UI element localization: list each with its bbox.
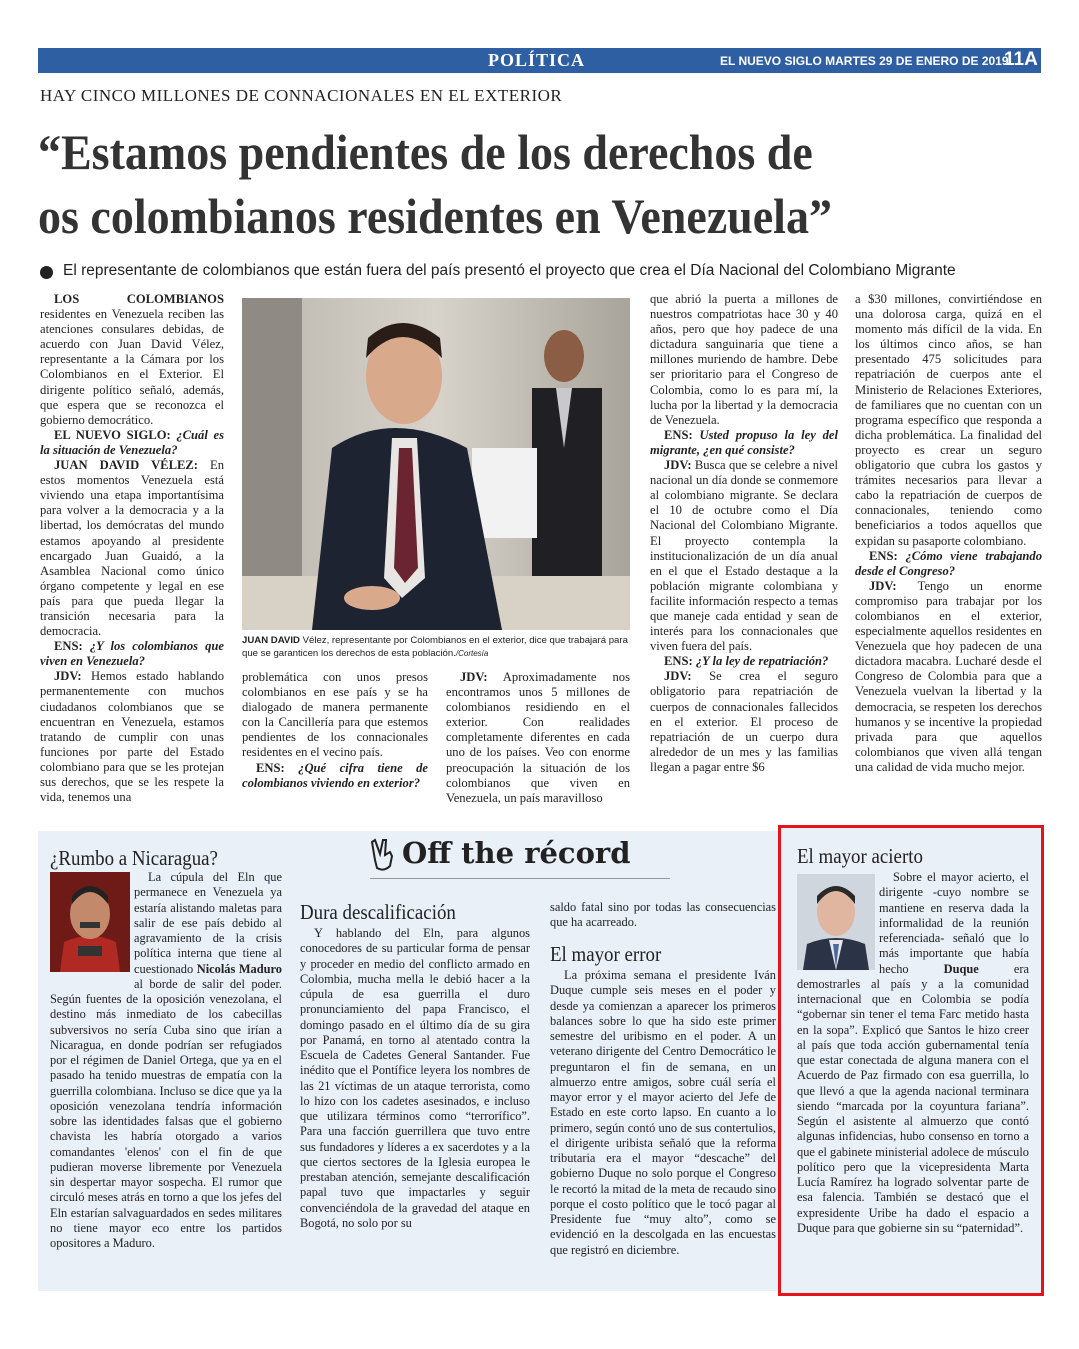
speaker-label: JDV: [460,670,488,684]
error-title: El mayor error [550,942,662,966]
article-headline [38,120,967,248]
descalificacion-text [300,926,530,1231]
publication-date: EL NUEVO SIGLO MARTES 29 DE ENERO DE 2019 [720,54,1009,68]
paragraph: La cúpula del Eln que permanece en Venezuela ya estaría alistando maletas para salir de ese país debido al agravamiento de la crisis política interna que tiene al cuestionado [134,870,282,976]
article-photo [242,298,630,630]
section-name: POLÍTICA [488,50,586,70]
lead-in: LOS COLOMBIANOS [54,292,224,306]
paragraph: La próxima semana el presidente Iván Duque cumple seis meses en el poder y desde ya comienzan a aparecer los primeros balances sobre lo que ha sido este primer semestre del uribismo en el poder. A un veterano dirigente del Centro Democrático le preguntaron el fin de semana, en un almuerzo entre amigos, sobre cuál sería el mayor error y el mayor acierto del Jefe de Estado en este corto lapso. En cuanto a lo primero, según contó uno de sus contertulios, el dirigente uribista señaló que la reforma tributaria era el mayor “descache” del gobierno Duque no solo porque el Congreso le recortó la mitad de la meta de recaudo sino porque el costo político que le tocó pagar al Presidente fue “muy alto”, como se evidenció en la descolgada en las encuestas que registró en diciembre. [550,968,776,1257]
speaker-label: ENS: [664,654,696,669]
speaker-label: ENS: [54,639,90,654]
page-number: 11A [1004,49,1038,70]
error-text [550,968,776,1258]
descalificacion-title: Dura descalificación [300,900,456,924]
error-continued-text [550,900,776,931]
victory-hand-icon [370,838,396,872]
person-name: Duque [943,961,979,976]
question: ¿Qué cifra tiene de colombianos viviendo en exterior? [242,760,428,790]
answer: problemática con unos presos colombianos en ese país y se ha dialogado de manera permanente con la Cancillería para que estemos pendientes de los connacionales residentes en el vecino país. [242,670,428,760]
article-column-1 [40,292,224,805]
nicaragua-title: ¿Rumbo a Nicaragua? [50,846,218,870]
paragraph: saldo fatal sino por todas las consecuencias que ha acarreado. [550,900,776,930]
article-dek: El representante de colombianos que están fuera del país presentó el proyecto que crea el Día Nacional del Colombiano Migrante [63,262,956,279]
answer: En estos momentos Venezuela está viviendo una etapa importantísima para volver a la democracia y a la libertad, los demócratas del mundo estamos apoyando al presidente encargado Juan Guaidó, a la Asamblea Nacional como único órgano competente y legal en ese país para que pueda llegar la transición necesaria para la democracia. [40,458,224,639]
photo-credit: /Cortesía [455,649,489,658]
speaker-label: JDV: [869,578,897,593]
article-column-5 [855,292,1042,775]
article-column-3 [446,670,630,806]
headline-line-1: “Estamos pendientes de los derechos de [38,124,813,180]
divider [370,878,670,879]
answer: que abrió la puerta a millones de nuestros compatriotas hace 30 y 40 años, pero que hoy padece de una dictadura sanguinaria que tiene a millones muriendo de hambre. Debe ser prioritario para el Congreso de Colombia, como lo es para mí, la lucha por la libertad y la democracia de Venezuela. [650,292,838,427]
article-column-4 [650,292,838,775]
off-the-record-title: Off the récord [402,836,631,870]
photo-caption [242,634,630,660]
nicaragua-text [50,870,282,1251]
question: ¿Y la ley de repatriación? [695,654,829,669]
answer: Busca que se celebre a nivel nacional un día donde se conmemore al colombiano migrante. Se declara el 10 de octubre como el Día Nacional del Colombiano Migrante. El proyecto contempla la institucionalización de un día anual en el que el Estado destaque a la población migrante colombiana y facilite información respecto a temas que maneje cada entidad y sean de interés para los connacionales que viven fuera del país. [650,458,838,654]
speaker-label: ENS: [664,427,700,442]
person-name: Nicolás Maduro [196,961,282,976]
speaker-label: JDV: [664,669,692,684]
speaker-label: EL NUEVO SIGLO: [54,427,177,442]
paragraph: Sobre el mayor acierto, el dirigente -cuyo nombre se mantiene en reserva dada la informalidad de la reunión referenciada- señaló que lo más importante que había hecho [879,870,1029,976]
bullet-icon [40,266,53,279]
acierto-text [797,870,1029,1236]
caption-text: Vélez, representante por Colombianos en el exterior, dice que trabajará para que se garanticen los derechos de esta población. [242,635,628,659]
answer: Se crea el seguro obligatorio para repatriación de cuerpos de connacionales fallecidos en el exterior. El proceso de repatriación de un cuerpo dura alrededor de un mes y las familias llegan a pagar entre $6 [650,669,838,774]
speaker-label: ENS: [256,760,299,775]
acierto-title: El mayor acierto [797,844,923,868]
caption-name: JUAN DAVID [242,635,300,646]
paragraph: al borde de salir del poder. Según fuentes de la oposición venezolana, el destino más inmediato de los cabecillas subversivos no sería Cuba sino que irían a Nicaragua, en donde podrían ser refugiados por el régimen de Daniel Ortega, que ya en el pasado ha tenido muestras de empatía con la guerrilla colombiana. Incluso se dice que ya la oposición venezolana tendría información sobre las identidades falsas que el gobierno chavista les habría otorgado a varios comandantes 'elenos' con el fin de que pudieran moverse libremente por Venezuela sin despertar mayor sospecha. El rumor que circuló meses atrás en torno a que los jefes del Eln estarían salvaguardados en sedes militares no tiene mayor eco entre los partidos opositores a Maduro. [50,976,282,1250]
answer: a $30 millones, convirtiéndose en una dolorosa carga, quizá en el momento más difícil de la vida. En los últimos cinco años, se han presentado 475 solicitudes para repatriación de cuerpos ante el Ministerio de Relaciones Exteriores, de familiares que no cuentan con un programa específico que responda a dicha problemática. La finalidad del proyecto es crear un seguro obligatorio que cubra los gastos y trámites necesarios para llevar a cabo la repatriación de cuerpos de connacionales, teniendo como beneficiarios a todos aquellos que expidan su pasaporte colombiano. [855,292,1042,548]
headline-line-2: os colombianos residentes en Venezuela” [38,188,832,244]
answer: Tengo un enorme compromiso para trabajar por los colombianos en el exterior, especialmente aquellos residentes en Venezuela que hoy padecen de una dictadora macabra. Lucharé desde el Congreso de Colombia para que a Venezuela vuelvan la libertad y la democracia, se respeten los derechos humanos y se incentive la propiedad privada para que aquellos colombianos que viven allá tengan una calidad de vida mucho mejor. [855,578,1042,774]
answer: Hemos estado hablando permanentemente con muchos ciudadanos colombianos que se encuentran en Venezuela, estamos tratando de cumplir con unas funciones por parte del Estado colombiano para que se les protejan sus derechos, que se les respete la vida, tenemos una [40,669,224,805]
answer: Aproximadamente nos encontramos unos 5 millones de colombianos residiendo en el exterior. Con realidades completamente diferentes en cada uno de los países. Veo con enorme preocupación la situación de los colombianos que viven en Venezuela, un país maravilloso [446,670,630,805]
question: ¿Cómo viene trabajando desde el Congreso? [855,548,1043,578]
photo-illustration [242,298,630,630]
speaker-label: JDV: [54,669,82,684]
question: ¿Y los colombianos que viven en Venezuela? [40,639,225,669]
question: ¿Cuál es la situación de Venezuela? [40,427,224,457]
article-column-2 [242,670,428,791]
speaker-label: JDV: [664,458,692,473]
speaker-label: ENS: [869,548,906,563]
paragraph: era demostrarles al país y a la comunidad internacional que en Colombia se podía “gobernar sin tener el tema Farc metido hasta en la sopa”. Explicó que Santos le hizo creer al país que toda acción gubernamental tenía que estar conectada de alguna manera con el Acuerdo de Paz firmado con esa guerrilla, lo que llevó a que la agenda nacional terminara siendo “marcada por la coyuntura fariana”. Según el asistente al almuerzo que contó algunas infidencias, hubo consenso en torno a que el gabinete ministerial adolece de músculo político pero que la vicepresidenta Marta Lucía Ramírez ha logrado solventar parte de esa falencia. También se destacó que el expresidente Uribe ha dado el espacio a Duque para que gobierne sin su “paternidad”. [797,961,1029,1235]
article-kicker: HAY CINCO MILLONES DE CONNACIONALES EN EL EXTERIOR [40,86,563,105]
paragraph: Y hablando del Eln, para algunos conocedores de su particular forma de pensar y proceder en medio del conflicto armado en Colombia, mucha mella le debió hacer a la cúpula de esa guerrilla el duro pronunciamiento del papa Francisco, el domingo pasado en el último día de su gira por Panamá, en torno al atentado contra la Escuela de Cadetes General Santander. Fue inédito que el Pontífice leyera los nombres de las 21 víctimas de un ataque terrorista, como lo hizo con los cadetes asesinados, e incluso que utilizara términos como “terrorífico”. Para una facción guerrillera que tuvo entre sus fundadores y líderes a ex sacerdotes y a la que ciertos sectores de la Iglesia europea le prestaban atención, semejante descalificación papal tuvo que impactarles y seguir convenciéndola de la gravedad del ataque en Bogotá, no solo por su [300,926,530,1230]
question: Usted propuso la ley del migrante, ¿en qué consiste? [650,427,838,457]
paragraph: residentes en Venezuela reciben las atenciones consulares debidas, de acuerdo con Juan David Vélez, representante a la Cámara por los Colombianos en el Exterior. El dirigente político señaló, además, que espera que se reconozca el gobierno democrático. [40,307,224,427]
speaker-label: JUAN DAVID VÉLEZ: [54,458,198,473]
